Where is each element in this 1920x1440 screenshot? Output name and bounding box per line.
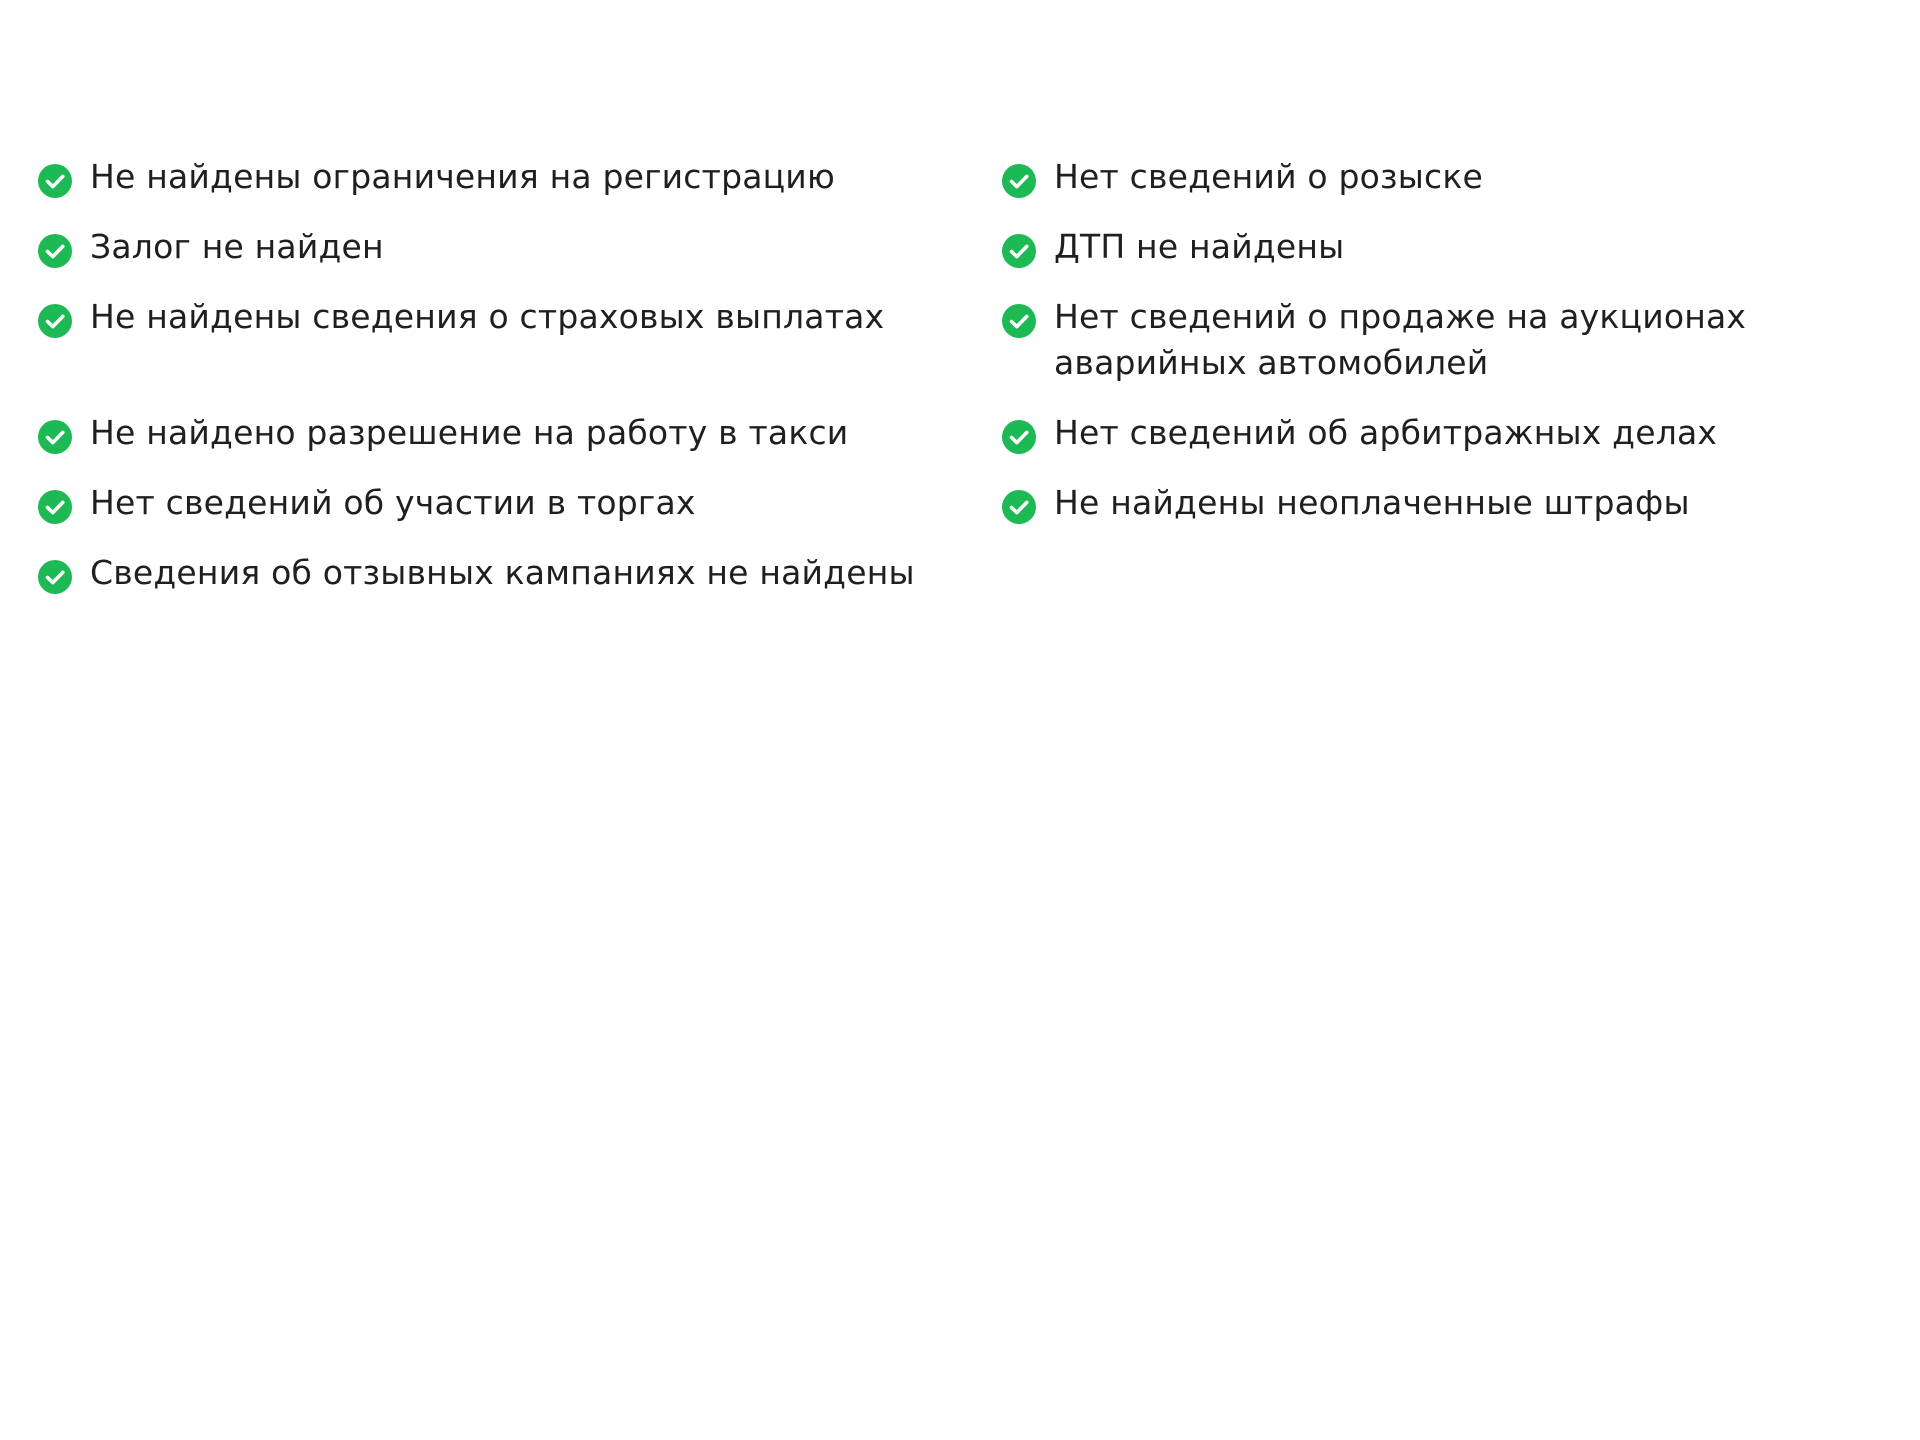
- check-item-taxi-permit: [38, 410, 1002, 456]
- check-circle-icon: [1002, 420, 1036, 454]
- check-circle-icon: [38, 420, 72, 454]
- check-circle-icon: [38, 234, 72, 268]
- check-item-arbitration-cases: [1002, 410, 1920, 456]
- check-item-unpaid-fines: [1002, 480, 1920, 526]
- check-item-wanted: [1002, 154, 1920, 200]
- check-item-label: Не найдены неоплаченные штрафы: [1054, 483, 1690, 522]
- check-circle-icon: [1002, 234, 1036, 268]
- check-item-label: Не найдено разрешение на работу в такси: [90, 413, 849, 452]
- check-item-label: Нет сведений об участии в торгах: [90, 483, 696, 522]
- check-circle-icon: [38, 490, 72, 524]
- check-item-label: Залог не найден: [90, 227, 384, 266]
- check-circle-icon: [38, 164, 72, 198]
- check-item-registration-restrictions: [38, 154, 1002, 200]
- check-results-left-column: [38, 154, 1002, 620]
- check-item-insurance-payments: [38, 294, 1002, 340]
- check-circle-icon: [38, 560, 72, 594]
- check-item-recall-campaigns: [38, 550, 1002, 596]
- check-item-auctions-participation: [38, 480, 1002, 526]
- check-item-accidents: [1002, 224, 1920, 270]
- check-item-label: Нет сведений об арбитражных делах: [1054, 413, 1718, 452]
- check-results-right-column: [1002, 154, 1920, 620]
- check-item-label: Сведения об отзывных кампаниях не найдены: [90, 553, 915, 592]
- check-item-label: Нет сведений о розыске: [1054, 157, 1484, 196]
- check-item-label: Не найдены сведения о страховых выплатах: [90, 297, 885, 336]
- check-item-pledge: [38, 224, 1002, 270]
- check-item-damaged-car-auctions: [1002, 294, 1920, 386]
- check-item-label: Нет сведений о продаже на аукционах аварийных автомобилей: [1054, 297, 1747, 382]
- check-item-label: Не найдены ограничения на регистрацию: [90, 157, 835, 196]
- check-circle-icon: [1002, 164, 1036, 198]
- check-item-label: ДТП не найдены: [1054, 227, 1345, 266]
- check-circle-icon: [1002, 490, 1036, 524]
- check-results-list: [38, 154, 1920, 620]
- check-circle-icon: [1002, 304, 1036, 338]
- check-circle-icon: [38, 304, 72, 338]
